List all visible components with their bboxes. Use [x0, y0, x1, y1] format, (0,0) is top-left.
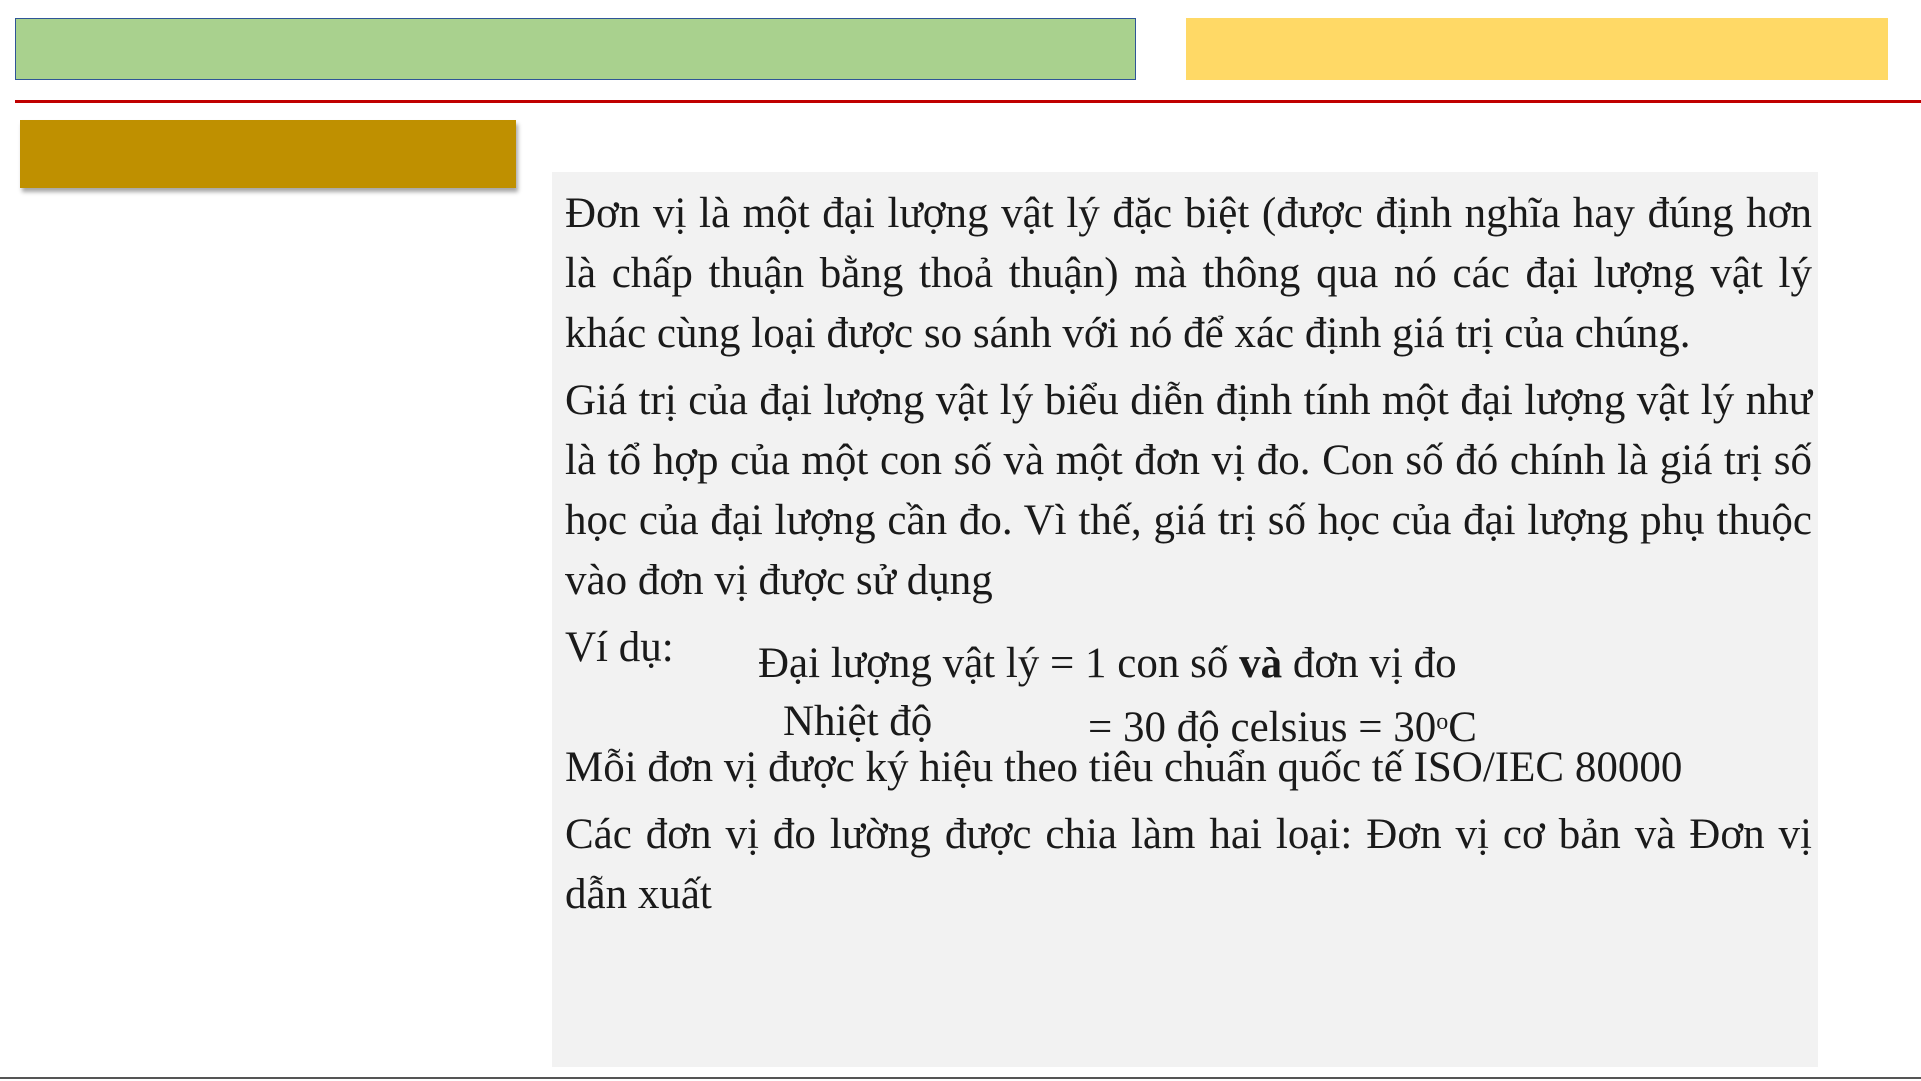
header-divider-line — [15, 100, 1921, 103]
example-line-1 — [758, 634, 1457, 694]
section-tag — [20, 120, 516, 188]
example-line-2 — [783, 692, 1477, 752]
paragraph-definition: Đơn vị là một đại lượng vật lý đặc biệt (được định nghĩa hay đúng hơn là chấp thuận bằng thoả thuận) mà thông qua nó các đại lượng vật lý khác cùng loại được so sánh với nó để xác định giá trị của chúng. — [565, 190, 1812, 357]
example-line-2-name: Nhiệt độ — [783, 698, 933, 745]
paragraph-value: Giá trị của đại lượng vật lý biểu diễn định tính một đại lượng vật lý như là tổ hợp của một con số và một đơn vị đo. Con số đó chính là giá trị số học của đại lượng cần đo. Vì thế, giá trị số học của đại lượng phụ thuộc vào đơn vị được sử dụng — [565, 377, 1812, 604]
paragraph-types: Các đơn vị đo lường được chia làm hai loại: Đơn vị cơ bản và Đơn vị dẫn xuất — [565, 811, 1812, 918]
bottom-border — [0, 1077, 1921, 1079]
example-line-1-left: Đại lượng vật lý = 1 con số — [758, 640, 1229, 687]
paragraph-iso: Mỗi đơn vị được ký hiệu theo tiêu chuẩn quốc tế ISO/IEC 80000 — [565, 744, 1683, 791]
header-green-bar — [15, 18, 1136, 80]
example-line-1-bold: và — [1239, 640, 1283, 687]
header-yellow-bar — [1186, 18, 1888, 80]
example-label: Ví dụ: — [565, 624, 674, 671]
example-line-1-right: đơn vị đo — [1292, 640, 1457, 687]
content-panel — [552, 172, 1818, 1067]
example-line-2-value — [1088, 692, 1477, 758]
example-line-2-value-text: = 30 độ celsius = 30 — [1088, 704, 1437, 751]
degree-sup: o — [1436, 709, 1449, 735]
example-block — [565, 618, 1812, 751]
example-line-2-unit: C — [1448, 704, 1477, 751]
